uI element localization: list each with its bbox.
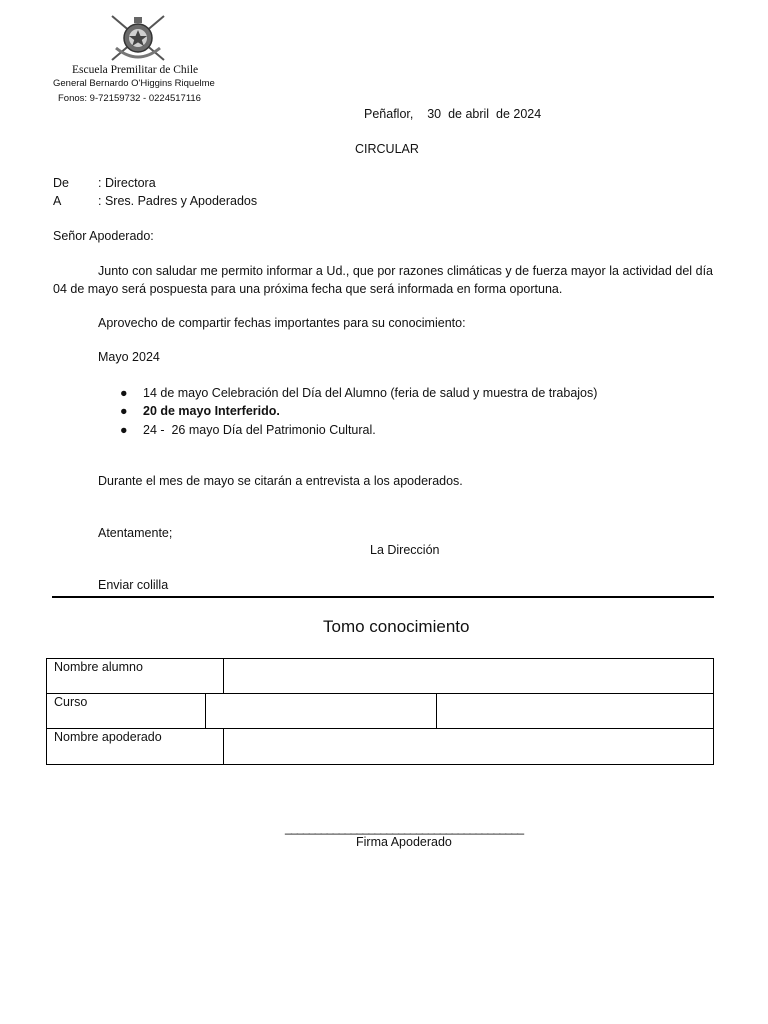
bullet-icon: ● [120,404,128,418]
paragraph-interviews: Durante el mes de mayo se citarán a entrevista a los apoderados. [98,474,463,488]
school-crest-logo [106,14,170,66]
bullet-icon: ● [120,386,128,400]
date-item: 20 de mayo Interferido. [143,404,280,418]
row-student-name [46,658,714,694]
course-field[interactable] [206,694,436,728]
field-label-guardian-name: Nombre apoderado [54,730,162,744]
signature-line: ________________________________________ [285,821,524,835]
to-label: A [53,194,62,208]
student-name-field[interactable] [224,659,713,693]
cut-divider [52,596,714,598]
to-value: : Sres. Padres y Apoderados [98,194,258,208]
from-label: De [53,176,69,190]
document-title: CIRCULAR [355,142,419,156]
date-line: Peñaflor, 30 de abril de 2024 [364,107,542,121]
closing: Atentamente; [98,526,173,540]
month-heading: Mayo 2024 [98,350,160,364]
from-value: : Directora [98,176,156,190]
paragraph-dates-intro: Aprovecho de compartir fechas importantes para su conocimiento: [98,316,466,330]
signature-office: La Dirección [370,543,440,557]
bullet-icon: ● [120,423,128,437]
greeting: Señor Apoderado: [53,229,154,243]
field-label-course: Curso [54,695,88,709]
date-item: 24 - 26 mayo Día del Patrimonio Cultural. [143,423,376,437]
school-subtitle: General Bernardo O'Higgins Riquelme [53,78,215,89]
signature-caption: Firma Apoderado [356,835,452,849]
field-label-student-name: Nombre alumno [54,660,143,674]
row-course [46,693,714,729]
course-extra-field[interactable] [437,694,713,728]
school-phones: Fonos: 9-72159732 - 0224517116 [58,93,201,104]
school-name: Escuela Premilitar de Chile [72,64,199,76]
row-guardian-name [46,728,714,765]
guardian-name-field[interactable] [224,729,713,764]
slip-title: Tomo conocimiento [323,617,470,636]
paragraph-announcement: Junto con saludar me permito informar a Ud., que por razones climáticas y de fuerza mayor la actividad del día 04 de mayo será pospuesta para una próxima fecha que será informada en forma oportuna. [53,264,713,296]
send-note: Enviar colilla [98,578,169,592]
date-item: 14 de mayo Celebración del Día del Alumno (feria de salud y muestra de trabajos) [143,386,598,400]
